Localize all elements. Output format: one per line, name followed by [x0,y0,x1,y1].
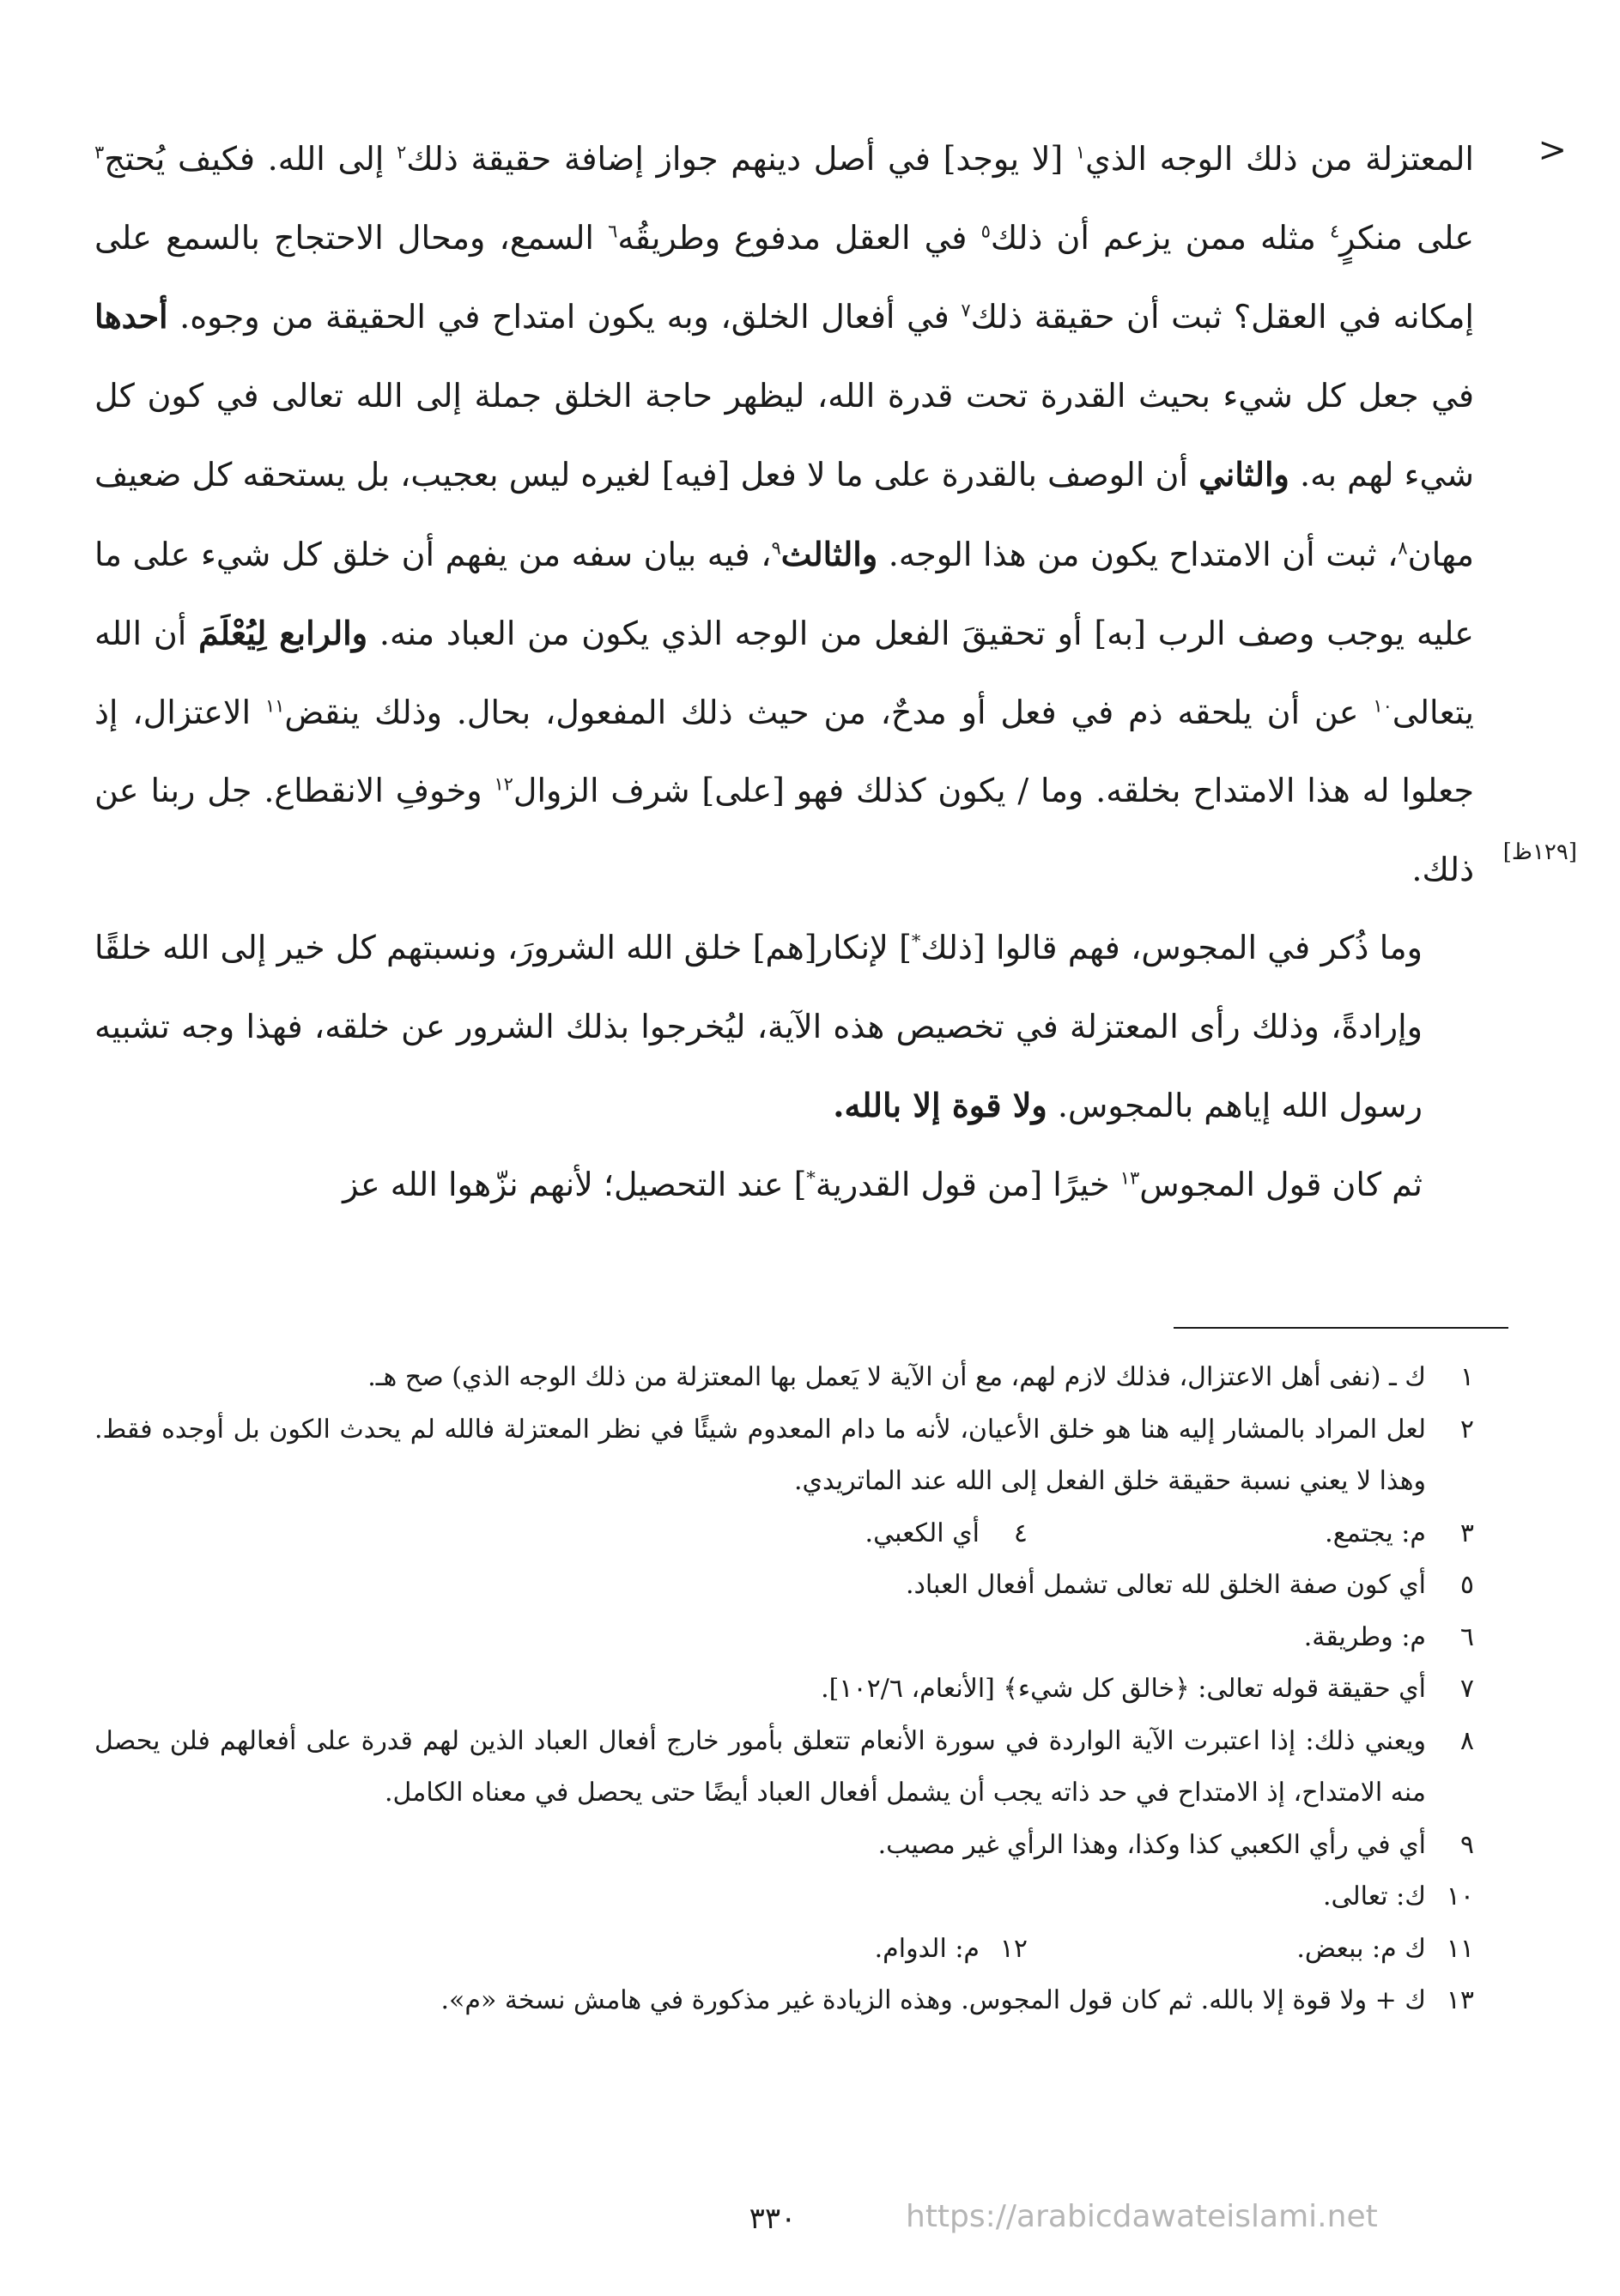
footnote-3 [1028,1508,1474,1560]
footnote-number: ٢ [1459,1414,1474,1445]
text-run: المعتزلة من ذلك الوجه الذي [1085,140,1474,178]
text-run: في أفعال الخلق، وبه يكون امتداح في الحقيقة من وجوه. [167,298,962,336]
footnote-row-11-12 [94,1923,1474,1976]
footnote-6 [94,1612,1474,1664]
text-run: في جعل كل شيء بحيث القدرة تحت قدرة الله، ليظهر حاجة الخلق جملة إلى الله تعالى في كون كل شيء لهم به. [94,376,1475,494]
paragraph-1 [94,120,1474,909]
footnote-9 [94,1820,1474,1872]
footnote-ref: ١٠ [1373,694,1392,716]
footnotes [94,1352,1474,2027]
footnote-number: ١١ [1446,1933,1474,1964]
text-run: عن أن يلحقه ذم في فعل أو مدحٌ، من حيث ذلك المفعول، بحال. وذلك ينقض [284,693,1374,731]
footnote-ref: ٢ [397,142,407,163]
page-number: ٣٣٠ [749,2202,797,2236]
text-run: خيرًا [من قول القدرية [815,1165,1120,1203]
bold-term: والثالث [780,534,878,573]
footnote-number: ٩ [1459,1829,1474,1860]
footnote-row-3-4 [94,1508,1474,1560]
bold-term: ولا قوة إلا بالله. [833,1086,1047,1124]
text-run: أن الوصف بالقدرة على ما لا فعل [فيه] لغيره ليس بعجيب، بل يستحقه كل ضعيف مهان [94,456,1475,573]
footnote-text: أي الكعبي. [865,1518,980,1548]
text-run: ] عند التحصيل؛ لأنهم نزّهوا الله عز [343,1165,807,1203]
footnote-number: ٤ [1013,1518,1028,1548]
main-text [94,120,1474,1224]
footnote-1 [94,1352,1474,1404]
footnote-text: م: وطريقة. [1303,1621,1426,1652]
footnote-text: ك م: ببعض. [1296,1933,1426,1964]
footnote-number: ٥ [1459,1570,1474,1600]
text-run: مثله ممن يزعم أن ذلك [990,218,1330,257]
asterisk-ref: * [911,930,921,952]
footnote-ref: ٧ [961,300,971,321]
footnote-ref: ٨ [1398,536,1408,558]
text-run: وخوفِ الانقطاع. جل ربنا عن ذلك. [94,772,1474,888]
footnote-ref: ٥ [980,220,991,241]
bold-term: أحدها [94,297,168,336]
footnote-13 [94,1975,1474,2027]
footnote-number: ١٠ [1446,1881,1474,1911]
footnote-text: ك ـ (نفى أهل الاعتزال، فذلك لازم لهم، مع أن الآية لا يَعمل بها المعتزلة من ذلك الوجه الذي) صح هـ. [367,1362,1426,1392]
footnote-text: ك: تعالى. [1322,1881,1426,1911]
footnote-number: ٦ [1459,1621,1474,1652]
bold-term: والرابع لِيُعْلَمَ [198,614,368,652]
footnote-ref: ٣ [94,142,105,163]
footnote-2 [94,1404,1474,1508]
footnote-number: ٨ [1459,1725,1474,1756]
text-run: وما ذُكر في المجوس، فهم قالوا [ذلك [920,929,1423,966]
footnote-text: م: الدوام. [874,1933,980,1964]
asterisk-ref: * [806,1166,816,1188]
text-run: على منكرٍ [1339,218,1474,257]
footnote-number: ٧ [1459,1674,1474,1704]
watermark: https://arabicdawateislami.net [906,2199,1378,2234]
footnote-text: ويعني ذلك: إذا اعتبرت الآية الواردة في سورة الأنعام تتعلق بأمور خارج أفعال العباد الذين لهم قدرة على أفعالهم فلن يحصل منه الامتداح، إذ الامتداح في حد ذاته يجب أن يشمل أفعال العباد أيضًا حتى يحصل في معناه الكامل. [94,1725,1426,1808]
footnote-ref: ١١ [264,694,285,716]
folio-marker: [١٢٩ظ] [1502,839,1577,865]
footnote-ref: ١٢ [494,773,513,795]
footnote-4 [581,1508,1028,1560]
footnote-10 [94,1871,1474,1923]
footnote-number: ١٣ [1446,1985,1474,2015]
text-run: ثم كان قول المجوس [1139,1165,1423,1203]
text-run: السمع، ومحال الاحتجاج بالسمع على إمكانه في العقل؟ ثبت أن حقيقة ذلك [94,218,1474,336]
text-run: إلى الله. فكيف يُحتج [104,140,397,178]
footnote-text: أي كون صفة الخلق لله تعالى تشمل أفعال العباد. [905,1570,1426,1600]
footnote-ref: ١٣ [1119,1166,1140,1188]
footnote-text: ك + ولا قوة إلا بالله. ثم كان قول المجوس. وهذه الزيادة غير مذكورة في هامش نسخة «م». [440,1985,1426,2015]
text-run: في العقل مدفوع وطريقُه [617,218,981,257]
footnote-text: أي حقيقة قوله تعالى: ﴿خالق كل شيء﴾ [الأنعام، ١٠٢/٦]. [821,1674,1426,1704]
footnote-text: م: يجتمع. [1325,1518,1426,1548]
footnote-5 [94,1560,1474,1612]
text-run: ، فيه بيان سفه من يفهم أن خلق كل شيء على ما عليه يوجب وصف الرب [به] أو تحقيقَ الفعل من الوجه الذي يكون من العباد منه. [94,535,1474,652]
footnote-ref: ٤ [1329,220,1340,241]
text-run: الاعتزال، إذ جعلوا له هذا الامتداح بخلقه. وما / يكون كذلك فهو [على] شرف الزوال [94,693,1475,809]
footnote-ref: ١ [1075,142,1086,163]
footnote-11 [1028,1923,1474,1976]
footnote-text: أي في رأي الكعبي كذا وكذا، وهذا الرأي غير مصيب. [877,1829,1426,1860]
footnote-12 [581,1923,1028,1976]
text-run: [لا يوجد] في أصل دينهم جواز إضافة حقيقة ذلك [406,140,1076,178]
footnote-number: ١ [1459,1362,1474,1392]
bold-term: والثاني [1198,455,1289,494]
footnote-ref: ٦ [608,220,618,241]
footnote-text: لعل المراد بالمشار إليه هنا هو خلق الأعيان، لأنه ما دام المعدوم شيئًا في نظر المعتزلة فالله لم يحدث الكون بل أوجده فقط. وهذا لا يعني نسبة حقيقة خلق الفعل إلى الله عند الماتريدي. [94,1414,1427,1496]
margin-mark: < [1538,130,1567,170]
text-run: ، ثبت أن الامتداح يكون من هذا الوجه. [877,535,1399,573]
text-run: ] لإنكار[هم] خلق الله الشرورَ، ونسبتهم كل خير إلى الله خلقًا وإرادةً، وذلك رأى المعتزلة في تخصيص هذه الآية، ليُخرجوا بذلك الشرور عن خلقه، فهذا وجه تشبيه رسول الله إياهم بالمجوس. [94,929,1423,1124]
footnote-7 [94,1663,1474,1716]
footnote-divider [1174,1327,1508,1329]
paragraph-2 [94,909,1474,1146]
footnote-number: ٣ [1459,1518,1474,1548]
footnote-number: ١٢ [999,1933,1028,1964]
footnote-ref: ٩ [771,536,781,558]
paragraph-3 [94,1146,1474,1225]
footnote-8 [94,1716,1474,1820]
text-run: أن الله يتعالى [94,615,1475,731]
